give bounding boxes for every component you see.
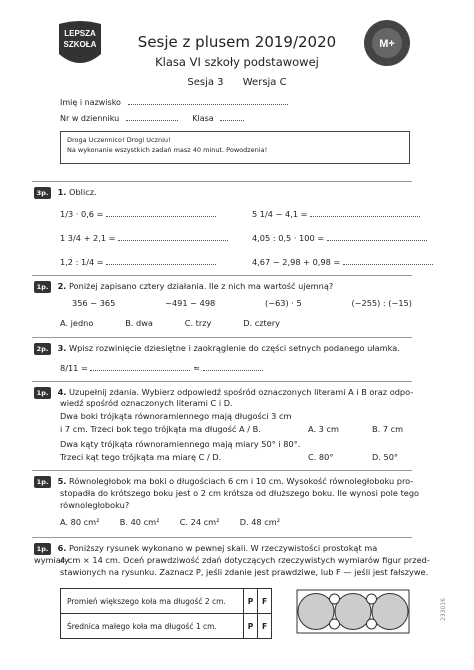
expression: 356 − 365 <box>72 298 116 308</box>
task-text-cont: równoległoboku? <box>60 500 130 510</box>
intro-line1: Droga Uczennico! Drogi Uczniu! <box>67 136 171 144</box>
option-a[interactable]: A. 3 cm <box>308 424 339 434</box>
expression: 1/3 · 0,6 = <box>60 209 104 219</box>
points-badge: 1p. <box>34 476 51 488</box>
task-text: Uzupełnij zdania. Wybierz odpowiedź spośród oznaczonych literami A i B oraz odpo- <box>69 387 414 397</box>
page-title: Sesje z plusem 2019/2020 <box>137 33 337 51</box>
divider <box>32 337 412 338</box>
false-option[interactable]: F <box>258 614 272 639</box>
option-d[interactable]: D. 50° <box>372 452 399 462</box>
false-option[interactable]: F <box>258 589 272 614</box>
true-option[interactable]: P <box>244 589 258 614</box>
option-c[interactable]: C. trzy <box>184 318 212 328</box>
divider <box>32 381 412 382</box>
expression: −491 − 498 <box>165 298 216 308</box>
points-badge: 1p. <box>34 387 51 399</box>
option-d[interactable]: D. cztery <box>243 318 280 328</box>
sentence-2a: Dwa kąty trójkąta równoramiennego mają miary 50° i 80°. <box>60 439 301 449</box>
points-badge: 1p. <box>34 281 51 293</box>
expressions-row <box>72 298 412 310</box>
option-b[interactable]: B. 7 cm <box>372 424 404 434</box>
option-b[interactable]: B. dwa <box>125 318 153 328</box>
task-3 <box>34 343 400 355</box>
class-field[interactable] <box>220 112 244 121</box>
task-text-cont: wiedź spośród oznaczonych literami C i D. <box>60 398 233 408</box>
task-number: 5. <box>57 476 67 486</box>
divider <box>32 537 412 538</box>
page-subtitle: Klasa VI szkoły podstawowej <box>155 55 319 69</box>
logo-left-line1: LEPSZA <box>64 29 96 38</box>
points-badge: 1p. <box>34 543 51 555</box>
answer-field[interactable] <box>106 208 216 217</box>
task-1-row-1 <box>60 208 216 221</box>
expression: 4,05 : 0,5 · 100 = <box>252 233 325 243</box>
task-2 <box>34 281 333 293</box>
option-a[interactable]: A. jedno <box>60 318 94 328</box>
side-code: 233016 <box>440 598 447 621</box>
sentence-1b: i 7 cm. Trzeci bok tego trójkąta ma długość A / B. <box>60 424 261 434</box>
sentence-2b: Trzeci kąt tego trójkąta ma miarę C / D. <box>60 452 222 462</box>
intro-box <box>60 131 410 164</box>
table-row <box>61 614 272 639</box>
task-text: Poniżej zapisano cztery działania. Ile z nich ma wartość ujemną? <box>69 281 334 291</box>
divider <box>32 275 412 276</box>
session-info <box>0 77 474 88</box>
divider <box>32 470 412 471</box>
task-number: 3. <box>57 343 67 353</box>
name-field[interactable] <box>128 96 288 105</box>
expression: 1,2 : 1/4 = <box>60 257 104 267</box>
number-label: Nr w dzienniku <box>60 114 120 123</box>
task-text: Oblicz. <box>69 187 97 197</box>
name-row <box>60 96 288 107</box>
task-text-cont: 4 cm × 14 cm. Oceń prawdziwość zdań dotyczących rzeczywistych wymiarów figur przed- <box>60 555 430 565</box>
statement: Promień większego koła ma długość 2 cm. <box>61 589 244 614</box>
statement: Średnica małego koła ma długość 1 cm. <box>61 614 244 639</box>
option-c[interactable]: C. 24 cm² <box>179 517 220 527</box>
answer-options <box>60 318 280 330</box>
intro-line2: Na wykonanie wszystkich zadań masz 40 minut. Powodzenia! <box>67 146 268 154</box>
task-number: 2. <box>57 281 67 291</box>
task-1-row-3b <box>252 256 433 269</box>
circles-figure <box>296 589 410 634</box>
points-badge: 2p. <box>34 343 51 355</box>
answer-field[interactable] <box>327 232 427 241</box>
task-1-row-1b <box>252 208 420 221</box>
svg-text:M+: M+ <box>379 38 395 50</box>
class-label: Klasa <box>192 114 214 123</box>
fraction: 8/11 = <box>60 363 88 373</box>
number-row <box>60 112 244 123</box>
task-text: Wpisz rozwinięcie dziesiętne i zaokrąglenie do części setnych podanego ułamka. <box>69 343 400 353</box>
answer-field[interactable] <box>118 232 228 241</box>
number-field[interactable] <box>126 112 178 121</box>
task-1-row-2 <box>60 232 228 245</box>
task-number: 6. <box>57 543 67 553</box>
answer-options <box>60 517 280 529</box>
task-number: 4. <box>57 387 67 397</box>
logo-left-line2: SZKOŁA <box>63 40 97 49</box>
task-1-row-2b <box>252 232 427 245</box>
points-badge: 3p. <box>34 187 51 199</box>
name-label: Imię i nazwisko <box>60 98 121 107</box>
task-number: 1. <box>57 187 67 197</box>
answer-field[interactable] <box>343 256 433 265</box>
task-text-cont: stawionych na rysunku. Zaznacz P, jeśli zdanie jest prawdziwe, lub F — jeśli jest fałszywe. <box>60 567 429 577</box>
task-1 <box>34 187 97 199</box>
expression: 4,67 − 2,98 + 0,98 = <box>252 257 341 267</box>
task-text-cont: stopadła do krótszego boku jest o 2 cm krótsza od dłuższego boku. Ile wynosi pole tego <box>60 488 420 498</box>
expression: 5 1/4 − 4,1 = <box>252 209 308 219</box>
table-row <box>61 589 272 614</box>
option-c[interactable]: C. 80° <box>308 452 334 462</box>
expression: (−255) : (−15) <box>351 298 412 308</box>
sentence-1a: Dwa boki trójkąta równoramiennego mają długości 3 cm <box>60 411 292 421</box>
decimal-field[interactable] <box>90 362 190 371</box>
true-option[interactable]: P <box>244 614 258 639</box>
answer-field[interactable] <box>310 208 420 217</box>
divider <box>32 181 412 182</box>
option-b[interactable]: B. 40 cm² <box>119 517 160 527</box>
task-3-answer <box>60 362 263 375</box>
answer-field[interactable] <box>106 256 216 265</box>
rounded-field[interactable] <box>203 362 263 371</box>
version-label: Wersja C <box>242 77 287 88</box>
expression: (−63) · 5 <box>265 298 302 308</box>
expression: 1 3/4 + 2,1 = <box>60 233 116 243</box>
approx-sign: ≈ <box>193 363 200 373</box>
task-1-row-3 <box>60 256 216 269</box>
task-5 <box>34 476 414 488</box>
session-label: Sesja 3 <box>187 77 224 88</box>
true-false-table <box>60 588 272 639</box>
task-text: Poniższy rysunek wykonano w pewnej skali. W rzeczywistości prostokąt ma wymiary <box>34 543 378 565</box>
task-text: Równoległobok ma boki o długościach 6 cm i 10 cm. Wysokość równoległoboku pro- <box>69 476 414 486</box>
option-a[interactable]: A. 80 cm² <box>60 517 100 527</box>
option-d[interactable]: D. 48 cm² <box>239 517 280 527</box>
